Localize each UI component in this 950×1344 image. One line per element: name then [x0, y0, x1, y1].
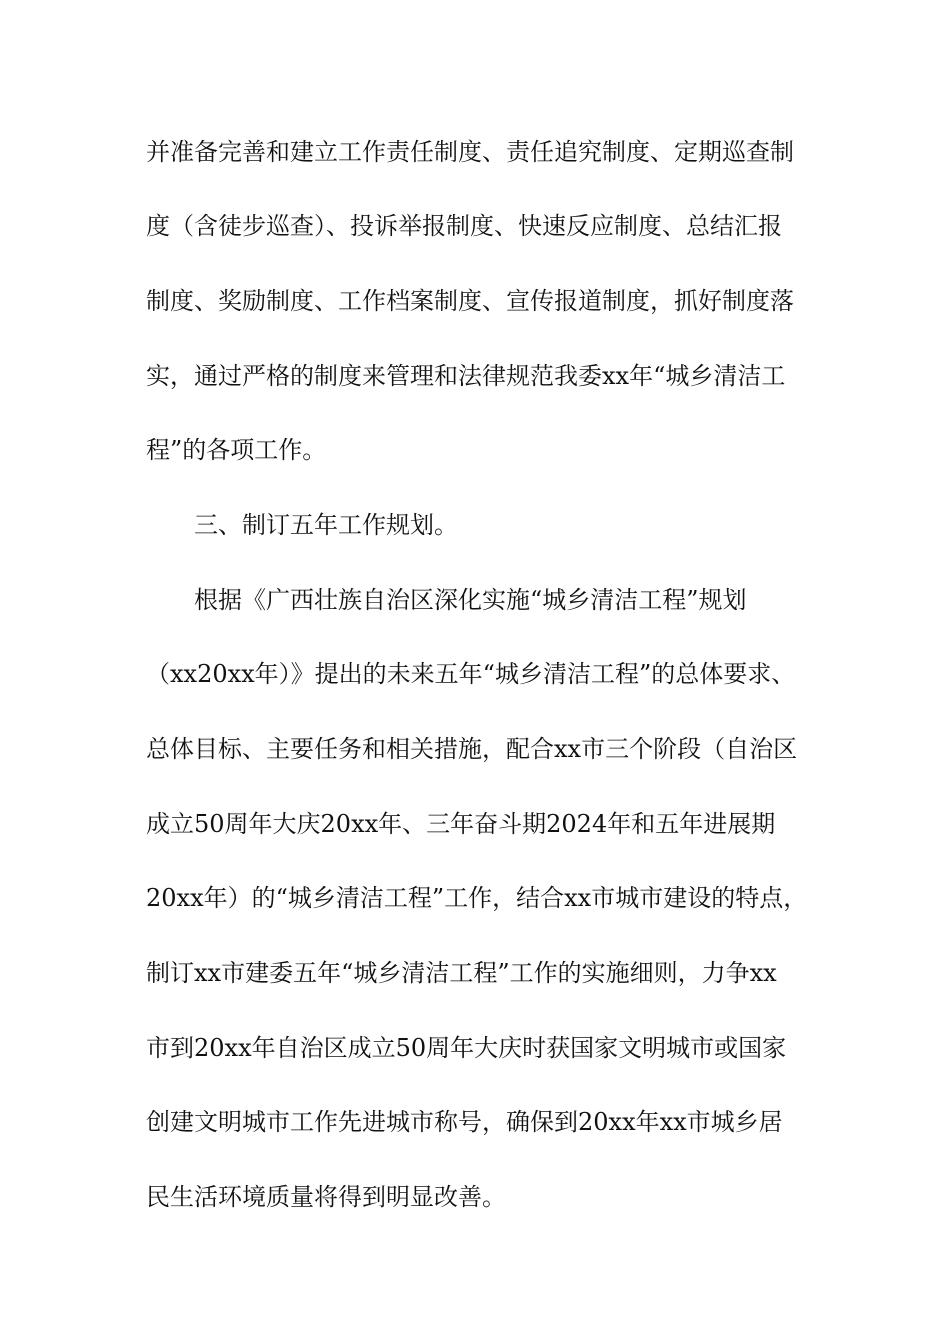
text-line-11: 制订xx市建委五年“城乡清洁工程”工作的实施细则，力争xx	[146, 959, 777, 987]
section-heading: 三、制订五年工作规划。	[194, 511, 458, 539]
text-line-12: 市到20xx年自治区成立50周年大庆时获国家文明城市或国家	[146, 1034, 787, 1062]
text-line-3: 制度、奖励制度、工作档案制度、宣传报道制度，抓好制度落	[146, 287, 794, 315]
text-line-4: 实，通过严格的制度来管理和法律规范我委xx年“城乡清洁工	[146, 362, 786, 390]
text-line-9: 成立50周年大庆20xx年、三年奋斗期2024年和五年进展期	[146, 810, 776, 838]
text-line-2: 度（含徒步巡查）、投诉举报制度、快速反应制度、总结汇报	[146, 212, 782, 240]
text-line-7: （xx20xx年）》提出的未来五年“城乡清洁工程”的总体要求、	[146, 660, 796, 688]
text-line-14: 民生活环境质量将得到明显改善。	[146, 1183, 506, 1211]
text-line-10: 20xx年）的“城乡清洁工程”工作，结合xx市城市建设的特点，	[146, 884, 808, 912]
text-line-1: 并准备完善和建立工作责任制度、责任追究制度、定期巡查制	[146, 138, 794, 166]
text-line-5: 程”的各项工作。	[146, 436, 327, 464]
text-line-13: 创建文明城市工作先进城市称号，确保到20xx年xx市城乡居	[146, 1108, 783, 1136]
text-line-6: 根据《广西壮族自治区深化实施“城乡清洁工程”规划	[194, 586, 747, 614]
text-line-8: 总体目标、主要任务和相关措施，配合xx市三个阶段（自治区	[146, 735, 798, 763]
